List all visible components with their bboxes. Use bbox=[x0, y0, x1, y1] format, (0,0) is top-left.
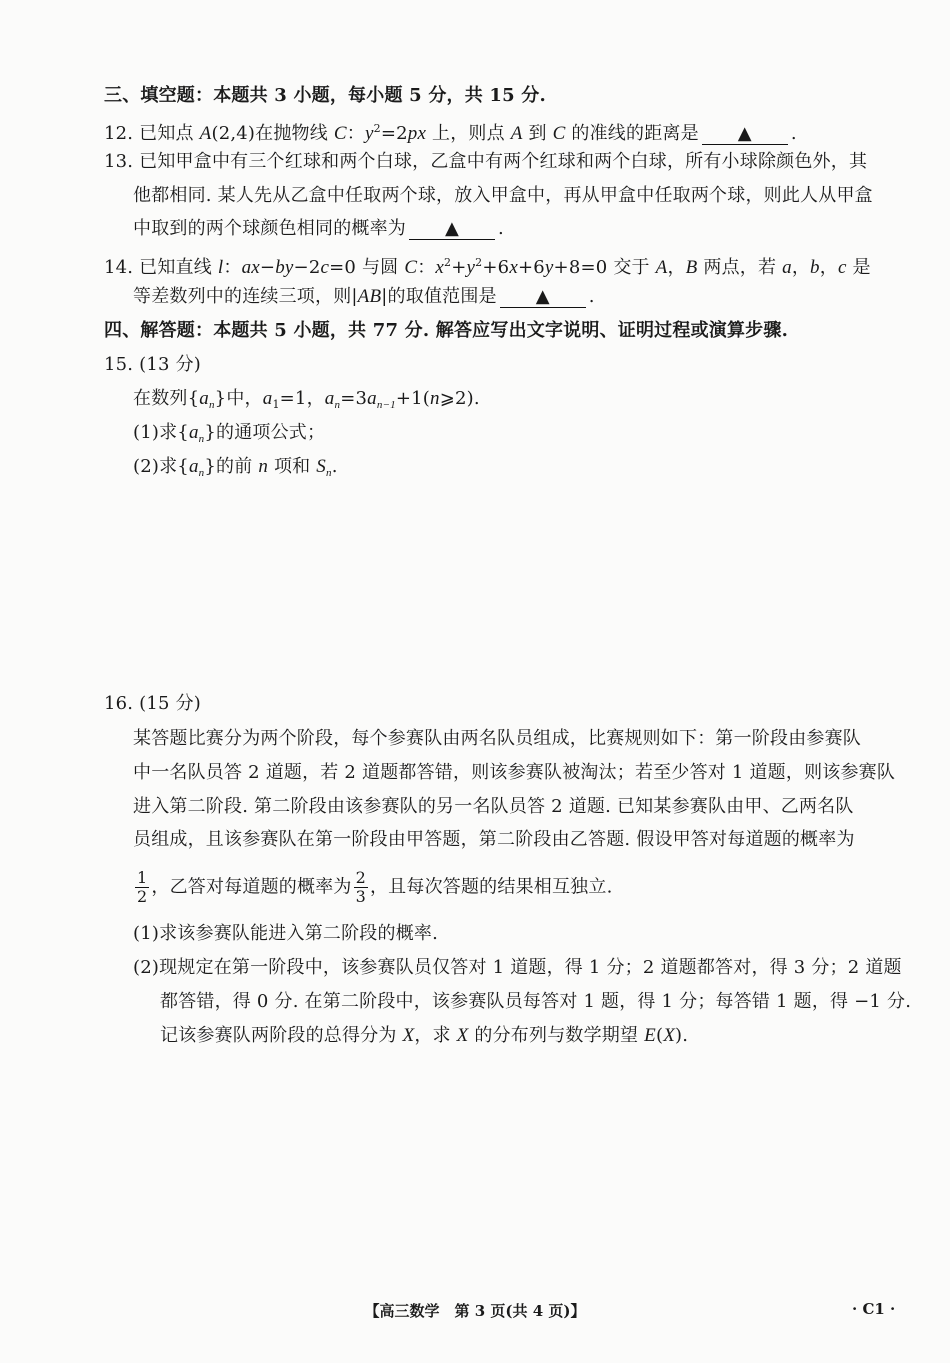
question-16-line3 bbox=[133, 795, 854, 819]
math-symbol: B bbox=[685, 257, 698, 278]
math-symbol: n bbox=[208, 399, 215, 411]
text-segment: . bbox=[331, 456, 338, 477]
page-footer: 【高三数学 第 3 页(共 4 页)】 bbox=[364, 1302, 586, 1320]
text-segment: 13. 已知甲盒中有三个红球和两个白球，乙盒中有两个红球和两个白球，所有小球除颜色外，其 bbox=[104, 151, 868, 172]
text-segment: +1( bbox=[395, 388, 431, 409]
text-segment: ： bbox=[346, 123, 365, 144]
text-segment: 项和 bbox=[268, 456, 317, 477]
fraction bbox=[354, 869, 368, 906]
text-segment: ，乙答对每道题的概率为 bbox=[151, 876, 352, 898]
answer-blank: ▲ bbox=[500, 287, 586, 308]
math-symbol: 1 bbox=[272, 398, 280, 411]
text-segment: ， bbox=[667, 257, 686, 278]
math-symbol: X bbox=[402, 1025, 415, 1046]
text-segment: (2)现规定在第一阶段中，该参赛队员仅答对 1 道题，得 1 分；2 道题都答对，得 3 分；2 道题 bbox=[133, 957, 902, 978]
text-segment: 到 bbox=[522, 123, 553, 144]
text-segment: ： bbox=[223, 257, 242, 278]
question-16-part1 bbox=[133, 922, 438, 946]
question-16-line5 bbox=[133, 869, 613, 906]
math-symbol: a bbox=[188, 422, 199, 443]
math-symbol: c bbox=[837, 257, 847, 278]
question-16-part2-line2 bbox=[160, 990, 911, 1014]
math-symbol: n−1 bbox=[376, 399, 396, 411]
text-segment: . bbox=[790, 123, 797, 144]
question-14-line1 bbox=[104, 251, 871, 280]
math-symbol: n bbox=[198, 433, 205, 445]
math-symbol: a bbox=[782, 257, 792, 278]
math-symbol: a bbox=[188, 456, 199, 477]
question-15-header bbox=[104, 353, 201, 377]
text-segment: +6 bbox=[482, 257, 510, 278]
text-segment: +8=0 交于 bbox=[553, 257, 656, 278]
text-segment: 三、填空题：本题共 3 小题，每小题 5 分，共 15 分. bbox=[104, 85, 546, 106]
math-symbol: x bbox=[509, 257, 518, 278]
text-segment: ，求 bbox=[414, 1025, 457, 1046]
math-symbol: by bbox=[275, 257, 294, 278]
text-segment: 两点，若 bbox=[697, 257, 783, 278]
question-15-stem bbox=[133, 387, 480, 417]
text-segment: 员组成，且该参赛队在第一阶段由甲答题，第二阶段由乙答题. 假设甲答对每道题的概率为 bbox=[133, 829, 855, 850]
question-15-part2 bbox=[133, 455, 338, 485]
question-16-header bbox=[104, 692, 201, 716]
math-symbol: ax bbox=[241, 257, 260, 278]
math-symbol: E bbox=[644, 1025, 656, 1046]
fraction-denominator: 2 bbox=[137, 887, 148, 906]
text-segment: }中， bbox=[214, 388, 263, 409]
text-segment: ). bbox=[675, 1025, 689, 1046]
question-13-line2 bbox=[133, 184, 873, 208]
math-symbol: 2 bbox=[444, 256, 452, 269]
question-15-part1 bbox=[133, 421, 325, 451]
text-segment: }的前 bbox=[204, 456, 259, 477]
fraction-denominator: 3 bbox=[355, 887, 366, 906]
paper-code: · C1 · bbox=[852, 1300, 896, 1318]
math-symbol: C bbox=[404, 257, 418, 278]
question-16-line1 bbox=[133, 727, 861, 751]
text-segment: 15. (13 分) bbox=[104, 354, 202, 375]
text-segment: (2)求{ bbox=[133, 456, 189, 477]
text-segment: |的取值范围是 bbox=[381, 286, 497, 307]
math-symbol: A bbox=[655, 257, 668, 278]
math-symbol: n bbox=[430, 388, 440, 409]
question-13-line1 bbox=[104, 150, 867, 174]
text-segment: 某答题比赛分为两个阶段，每个参赛队由两名队员组成，比赛规则如下：第一阶段由参赛队 bbox=[133, 728, 861, 749]
math-symbol: C bbox=[333, 123, 347, 144]
text-segment: 中一名队员答 2 道题，若 2 道题都答错，则该参赛队被淘汰；若至少答对 1 道题，则该参赛队 bbox=[133, 762, 896, 783]
math-symbol: AB bbox=[357, 286, 382, 307]
text-segment: 他都相同. 某人先从乙盒中任取两个球，放入甲盒中，再从甲盒中任取两个球，则此人从甲盒 bbox=[133, 185, 873, 206]
question-12 bbox=[104, 117, 797, 146]
math-symbol: a bbox=[262, 388, 273, 409]
text-segment: + bbox=[451, 257, 467, 278]
math-symbol: C bbox=[552, 123, 566, 144]
text-segment: −2 bbox=[293, 257, 321, 278]
text-segment: (1)求{ bbox=[133, 422, 189, 443]
fraction-numerator: 1 bbox=[137, 868, 148, 887]
text-segment: =3 bbox=[340, 388, 368, 409]
text-segment: 记该参赛队两阶段的总得分为 bbox=[160, 1025, 403, 1046]
text-segment: 16. (15 分) bbox=[104, 693, 202, 714]
text-segment: 上，则点 bbox=[426, 123, 511, 144]
text-segment: − bbox=[259, 257, 276, 278]
text-segment: . bbox=[498, 218, 504, 239]
math-symbol: n bbox=[198, 467, 205, 479]
text-segment: ， bbox=[791, 257, 811, 278]
math-symbol: n bbox=[258, 456, 269, 477]
math-symbol: y bbox=[544, 257, 554, 278]
math-symbol: l bbox=[217, 257, 224, 278]
text-segment: . bbox=[588, 286, 595, 307]
math-symbol: b bbox=[810, 257, 820, 278]
math-symbol: a bbox=[199, 388, 209, 409]
text-segment: =2 bbox=[380, 123, 408, 144]
text-segment: 都答错，得 0 分. 在第二阶段中，该参赛队员每答对 1 题，得 1 分；每答错 1 题，得 −1 分. bbox=[160, 991, 912, 1012]
math-symbol: X bbox=[456, 1025, 469, 1046]
question-13-line3 bbox=[133, 217, 504, 241]
text-segment: 中取到的两个球颜色相同的概率为 bbox=[133, 218, 406, 239]
fraction bbox=[135, 869, 149, 906]
math-symbol: X bbox=[663, 1025, 675, 1046]
text-segment: 四、解答题：本题共 5 小题，共 77 分. 解答应写出文字说明、证明过程或演算步骤. bbox=[104, 320, 789, 341]
text-segment: 14. 已知直线 bbox=[104, 257, 218, 278]
math-symbol: a bbox=[324, 388, 335, 409]
math-symbol: 2 bbox=[475, 256, 483, 269]
text-segment: ， bbox=[819, 257, 838, 278]
question-16-part2-line1 bbox=[133, 956, 902, 980]
math-symbol: x bbox=[435, 257, 445, 278]
text-segment: ： bbox=[417, 257, 436, 278]
math-symbol: S bbox=[316, 456, 326, 477]
math-symbol: A bbox=[199, 123, 212, 144]
question-16-line2 bbox=[133, 761, 895, 785]
text-segment: =1， bbox=[279, 388, 325, 409]
math-symbol: y bbox=[364, 123, 374, 144]
text-segment: 的准线的距离是 bbox=[565, 123, 699, 144]
text-segment: =0 与圆 bbox=[329, 257, 405, 278]
math-symbol: c bbox=[320, 257, 330, 278]
text-segment: 等差数列中的连续三项，则| bbox=[133, 286, 358, 307]
text-segment: (1)求该参赛队能进入第二阶段的概率. bbox=[133, 923, 439, 944]
question-16-line4 bbox=[133, 828, 855, 852]
text-segment: ⩾2). bbox=[439, 388, 480, 409]
text-segment: 12. 已知点 bbox=[104, 123, 200, 144]
question-14-line2 bbox=[133, 285, 595, 309]
text-segment: 在数列{ bbox=[133, 388, 200, 409]
text-segment: 进入第二阶段. 第二阶段由该参赛队的另一名队员答 2 道题. 已知某参赛队由甲、乙两名队 bbox=[133, 796, 854, 817]
math-symbol: 2 bbox=[373, 122, 381, 135]
text-segment: +6 bbox=[517, 257, 545, 278]
fraction-numerator: 2 bbox=[355, 868, 366, 887]
text-segment: ( bbox=[655, 1025, 664, 1046]
text-segment: 的分布列与数学期望 bbox=[468, 1025, 645, 1046]
math-symbol: A bbox=[510, 123, 523, 144]
text-segment: ，且每次答题的结果相互独立. bbox=[369, 876, 613, 898]
text-segment: }的通项公式； bbox=[204, 422, 326, 443]
text-segment: (2,4)在抛物线 bbox=[211, 123, 334, 144]
answer-blank: ▲ bbox=[409, 219, 495, 240]
math-symbol: y bbox=[466, 257, 476, 278]
math-symbol: n bbox=[326, 467, 332, 479]
text-segment: 是 bbox=[846, 257, 871, 278]
section-3-heading bbox=[104, 84, 546, 108]
math-symbol: a bbox=[367, 388, 377, 409]
math-symbol: n bbox=[334, 399, 341, 411]
math-symbol: px bbox=[407, 123, 427, 144]
question-16-part2-line3 bbox=[160, 1024, 688, 1048]
section-4-heading bbox=[104, 319, 788, 343]
answer-blank: ▲ bbox=[702, 124, 788, 145]
